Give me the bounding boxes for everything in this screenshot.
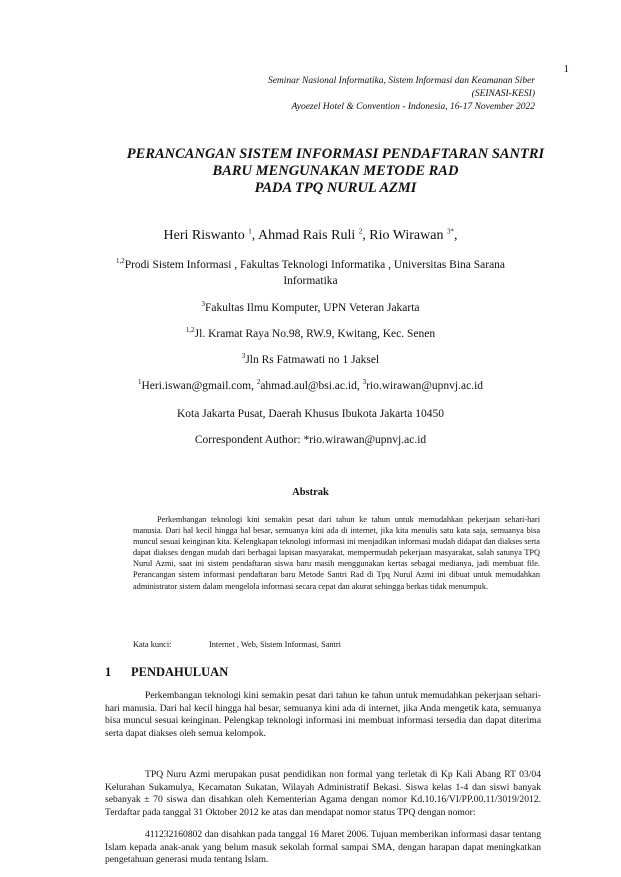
- author-2-marker: 2: [358, 227, 363, 236]
- city-address: Kota Jakarta Pusat, Daerah Khusus Ibukota Jakarta 10450: [177, 408, 444, 420]
- conference-name: Seminar Nasional Informatika, Sistem Informasi dan Keamanan Siber: [267, 76, 535, 86]
- address-2: [0, 354, 621, 366]
- address-1-text: Jl. Kramat Raya No.98, RW.9, Kwitang, Kec. Senen: [194, 328, 436, 340]
- conference-acronym: (SEINASI-KESI): [471, 89, 535, 99]
- section-title: PENDAHULUAN: [131, 665, 229, 679]
- abstract-body: Perkembangan teknologi kini semakin pesat dari tahun ke tahun untuk memudahkan pekerjaan sehari-hari manusia. Dari hal kecil hingga hal besar, semuanya kini ada di internet, jika kita menulis satu kata saja, semuanya bisa muncul sesuai keinginan kita. Kelengkapan teknologi informasi ini menjadikan informasi mudah didapat dan diakses serta dapat diakses dengan mudah dari berbagai lapisan masyarakat, mempermudah pekerjaan masyarakat, salah satunya TPQ Nurul Azmi, saat ini sistem pendaftaran siswa baru masih menggunakan kertas sebagai medianya, jadi membuat file. Perancangan sistem informasi pendaftaran baru Metode Santri Rad di Tpq Nurul Azmi ini dibuat untuk memudahkan administrator sistem dalam mengelola informasi secara cepat dan akurat sehingga berkas tidak menumpuk.: [133, 515, 540, 591]
- author-list-tail: ,: [453, 228, 458, 243]
- keywords-values: Internet , Web, Sistem Informasi, Santri: [209, 640, 341, 649]
- author-1: Heri Riswanto: [163, 228, 249, 243]
- affiliation-2: [0, 302, 621, 314]
- email-2-marker: 2: [256, 378, 261, 387]
- affiliation-1-line-1: Prodi Sistem Informasi , Fakultas Teknologi Informatika , Universitas Bina Sarana: [124, 259, 506, 271]
- affiliation-2-marker: 3: [201, 300, 205, 309]
- address-2-text: Jln Rs Fatmawati no 1 Jaksel: [245, 354, 380, 366]
- affiliation-1-marker: 1,2: [115, 257, 125, 266]
- email-3-marker: 3: [362, 378, 367, 387]
- author-2: , Ahmad Rais Ruli: [251, 228, 359, 243]
- email-1-marker: 1: [137, 378, 142, 387]
- keywords: [133, 640, 540, 649]
- intro-paragraph-1: Perkembangan teknologi kini semakin pesat dari tahun ke tahun untuk memudahkan pekerjaan sehari-hari manusia. Dari hal kecil hingga hal besar, semuanya kini ada di internet, jika Anda mengetik kata, semuanya bisa muncul sesuai keinginan. Pelengkap teknologi informasi ini membuat informasi tersedia dan dapat diterima serta dapat diakses oleh semua kelompok.: [105, 690, 541, 739]
- author-1-marker: 1: [248, 227, 252, 236]
- paper-title: [60, 146, 611, 197]
- address-1: [0, 328, 621, 340]
- title-line-2: BARU MENGUNAKAN METODE RAD: [212, 163, 459, 179]
- author-list: [0, 228, 621, 244]
- email-1: Heri.iswan@gmail.com,: [141, 380, 257, 392]
- keywords-label: Kata kunci:: [133, 640, 172, 649]
- address-1-marker: 1,2: [185, 326, 195, 335]
- author-3: , Rio Wirawan: [362, 228, 447, 243]
- abstract-heading: Abstrak: [292, 487, 329, 498]
- conference-venue-date: Ayoezel Hotel & Convention - Indonesia, 16-17 November 2022: [291, 102, 535, 112]
- author-3-marker: 3*: [446, 227, 454, 236]
- email-list: [0, 380, 621, 392]
- section-heading: [105, 665, 228, 680]
- affiliation-1: [0, 259, 621, 271]
- correspondent-author: Correspondent Author: *rio.wirawan@upnvj.ac.id: [194, 434, 427, 446]
- intro-paragraph-2: TPQ Nuru Azmi merupakan pusat pendidikan non formal yang terletak di Kp Kali Abang RT 03/04 Kelurahan Sukamulya, Kecamatan Sukatan, Wilayah Administratif Bekasi. Siswa kelas 1-4 dan siswi banyak sebanyak ± 70 siswa dan disahkan oleh Kementerian Agama dengan nomor Kd.10.16/VI/PP.00.11/3019/2012. Terdaftar pada tanggal 31 Oktober 2012 ke atas dan mendapat nomor status TPQ dengan nomor:: [105, 769, 541, 818]
- affiliation-2-text: Fakultas Ilmu Komputer, UPN Veteran Jakarta: [204, 302, 420, 314]
- email-2: ahmad.aul@bsi.ac.id,: [260, 380, 363, 392]
- address-2-marker: 3: [241, 352, 246, 361]
- section-number: 1: [105, 665, 112, 679]
- page-number: 1: [563, 63, 569, 75]
- email-3: rio.wirawan@upnvj.ac.id: [366, 380, 484, 392]
- affiliation-1-line-2: Informatika: [283, 275, 338, 287]
- title-line-3: PADA TPQ NURUL AZMI: [254, 180, 417, 196]
- title-line-1: PERANCANGAN SISTEM INFORMASI PENDAFTARAN SANTRI: [126, 146, 545, 162]
- intro-paragraph-3: 411232160802 dan disahkan pada tanggal 16 Maret 2006. Tujuan memberikan informasi dasar tentang Islam kepada anak-anak yang belum masuk sekolah formal sampai SMA, dengan harapan dapat meningkatkan pengetahuan generasi muda tentang Islam.: [105, 829, 541, 866]
